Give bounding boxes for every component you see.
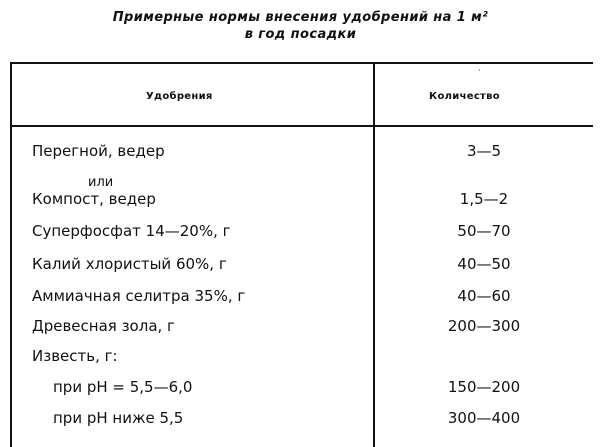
- row-qty-potassium-chloride: 40—50: [457, 255, 511, 273]
- row-name-compost: Компост, ведер: [32, 190, 156, 208]
- header-quantity: Количество: [429, 91, 500, 102]
- row-name-humus: Перегной, ведер: [32, 142, 165, 160]
- row-name-lime: Известь, г:: [32, 347, 118, 365]
- row-name-superphosphate: Суперфосфат 14—20%, г: [32, 222, 231, 240]
- header-divider: [10, 125, 593, 127]
- row-qty-ammonium-nitrate: 40—60: [457, 287, 511, 305]
- row-qty-superphosphate: 50—70: [457, 222, 511, 240]
- stray-mark: ·: [478, 66, 481, 76]
- row-qty-wood-ash: 200—300: [447, 317, 521, 335]
- row-qty-compost: 1,5—2: [459, 190, 509, 208]
- row-name-potassium-chloride: Калий хлористый 60%, г: [32, 255, 227, 273]
- row-name-wood-ash: Древесная зола, г: [32, 317, 175, 335]
- table-title-line-2: в год посадки: [244, 27, 357, 42]
- row-qty-lime-ph-5-6: 150—200: [447, 378, 521, 396]
- header-fertilizer: Удобрения: [146, 91, 213, 102]
- or-label: или: [88, 175, 114, 190]
- row-qty-humus: 3—5: [466, 142, 502, 160]
- row-qty-lime-ph-below-5-5: 300—400: [447, 409, 521, 427]
- table-title-line-1: Примерные нормы внесения удобрений на 1 м²: [112, 10, 489, 25]
- row-name-lime-ph-below-5-5: при рН ниже 5,5: [53, 409, 184, 427]
- row-name-lime-ph-5-6: при рН = 5,5—6,0: [53, 378, 193, 396]
- row-name-ammonium-nitrate: Аммиачная селитра 35%, г: [32, 287, 246, 305]
